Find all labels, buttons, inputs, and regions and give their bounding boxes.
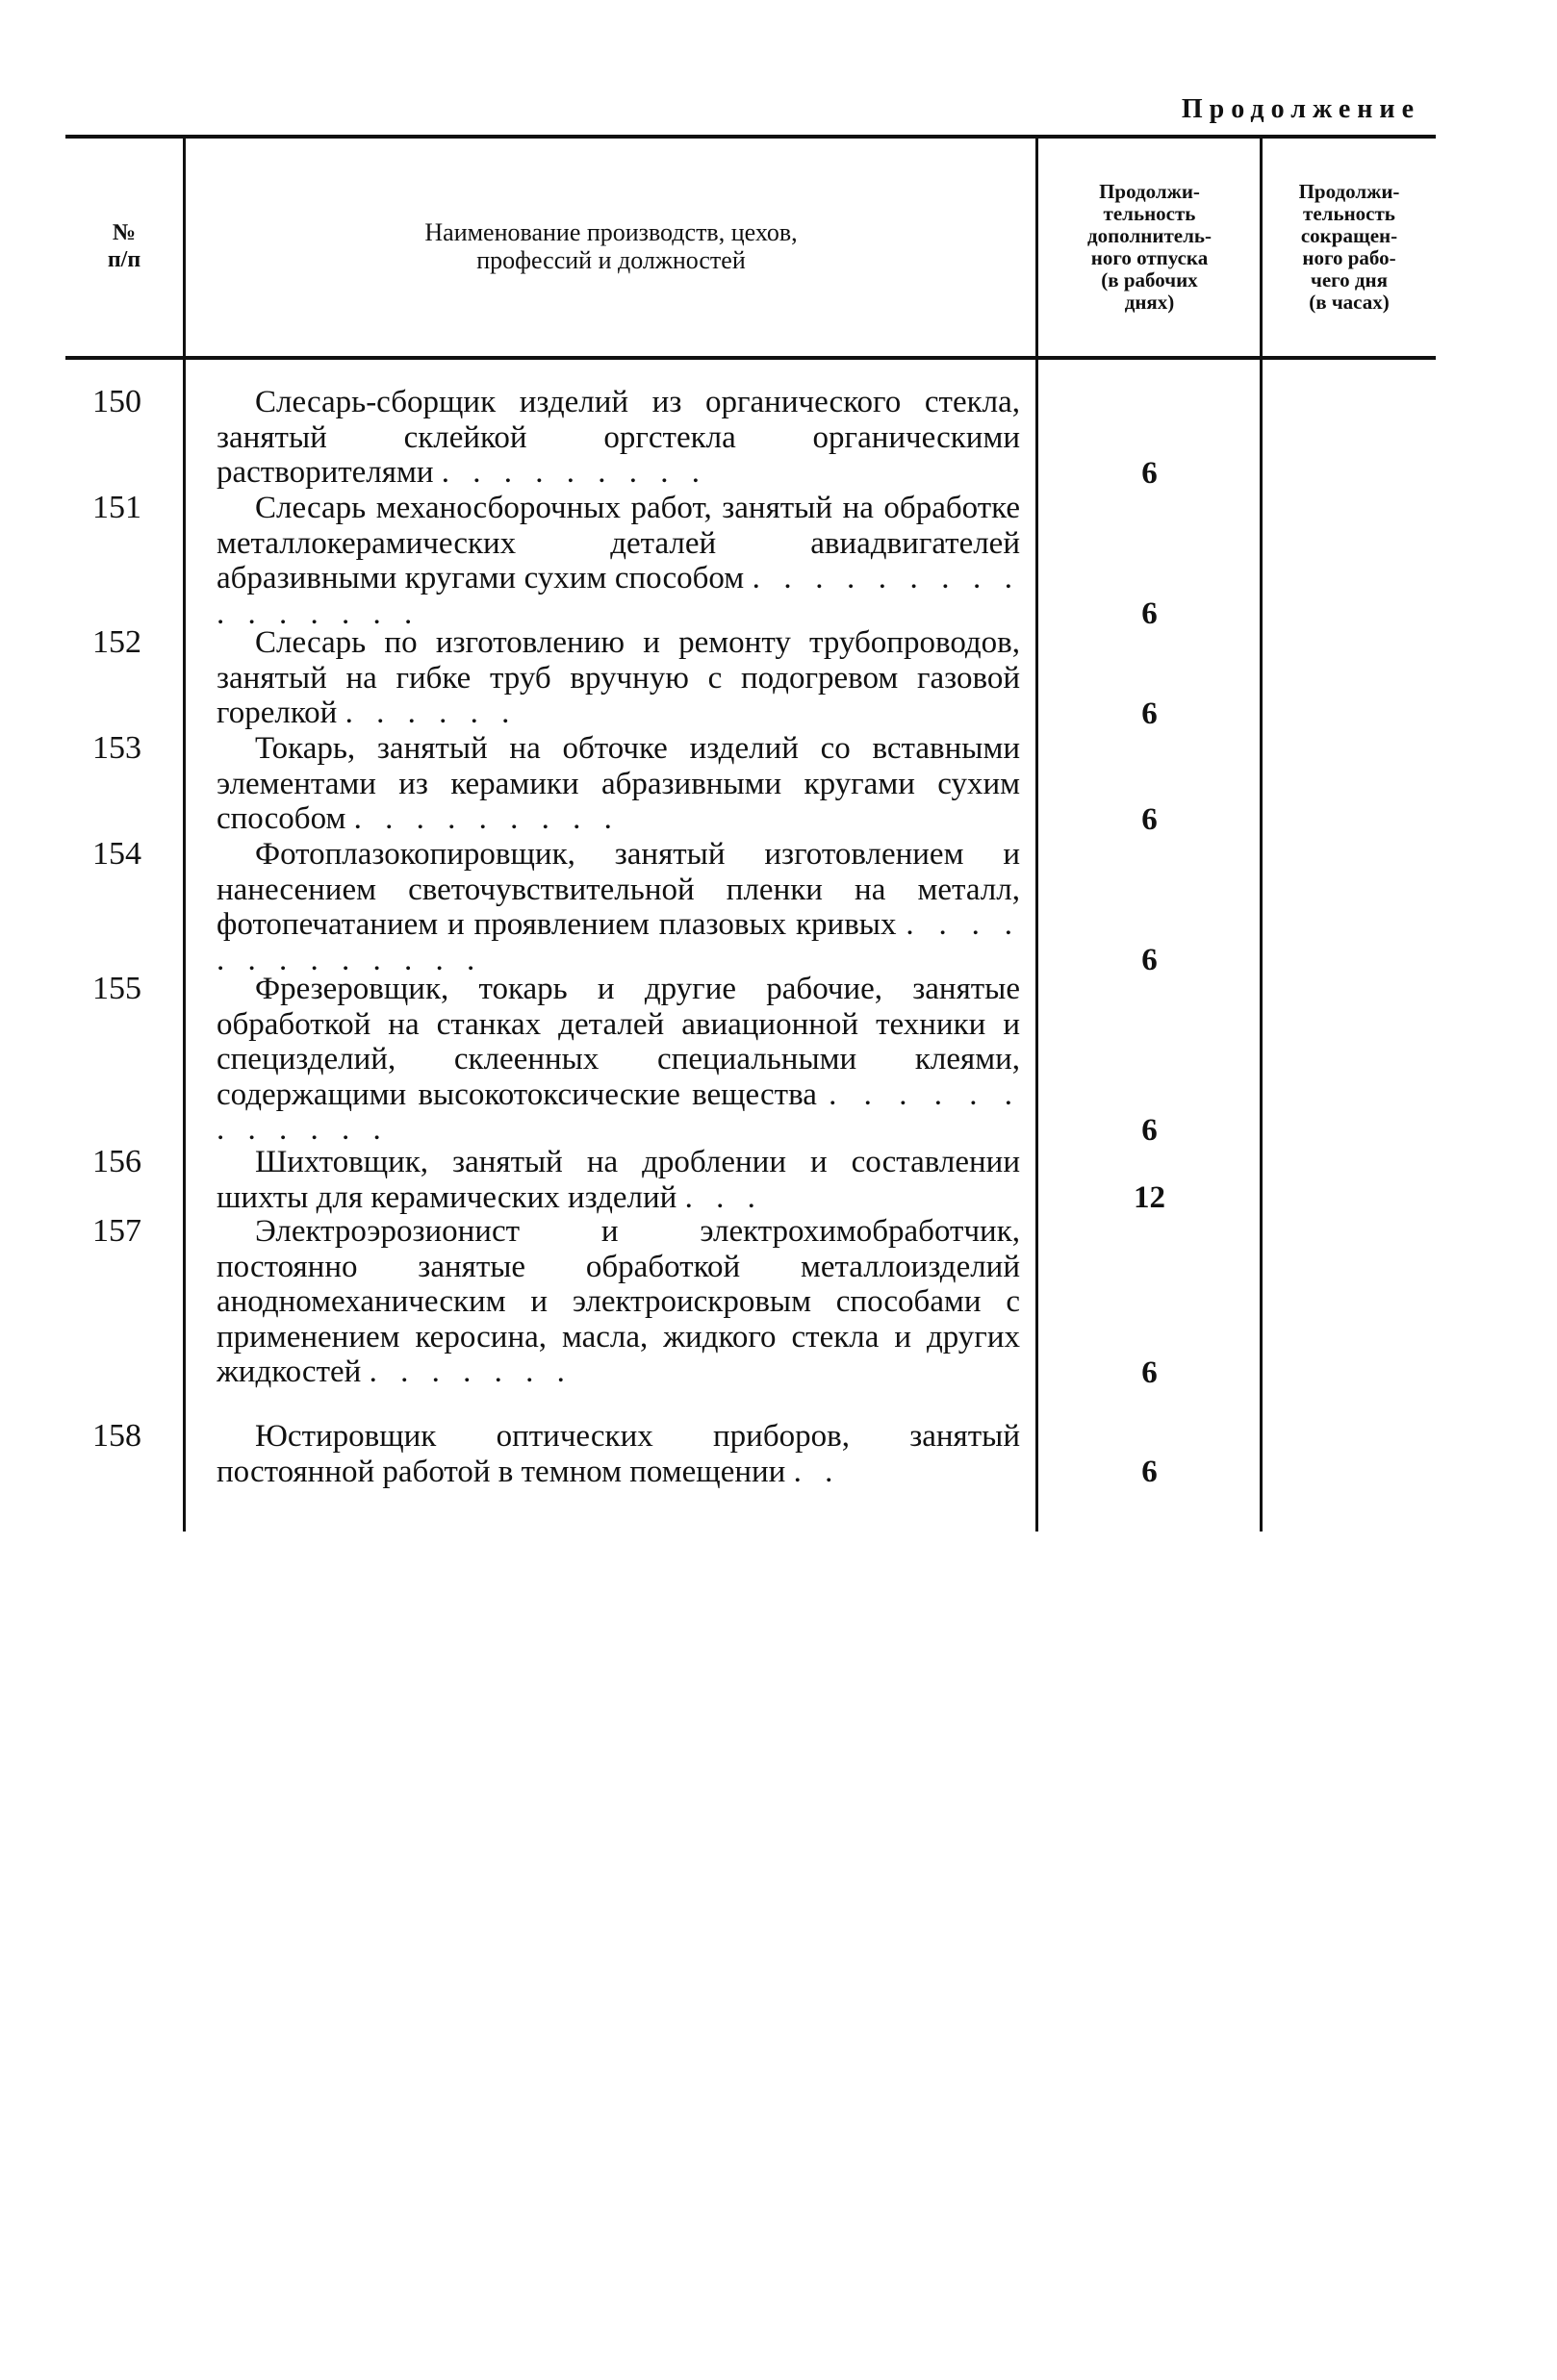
leader-dots: . . . . . . . bbox=[369, 1355, 573, 1389]
row-number: 154 bbox=[92, 836, 141, 872]
table-row bbox=[65, 624, 1158, 731]
row-text: Юстировщик оптических приборов, занятый постоянной работой в темном помещении bbox=[217, 1419, 1020, 1489]
table-row bbox=[65, 1144, 1165, 1215]
row-description bbox=[217, 625, 1020, 731]
row-text: Фотоплазокопировщик, занятый изготовлением и нанесением светочувствительной пленки на металл, фотопечатанием и проявлением плазовых кривых bbox=[217, 837, 1020, 942]
leader-dots: . . bbox=[793, 1454, 841, 1489]
table-row bbox=[65, 971, 1158, 1148]
table-row bbox=[65, 730, 1158, 837]
row-vacation-days: 6 bbox=[1141, 696, 1158, 731]
row-number: 155 bbox=[92, 971, 141, 1006]
row-vacation-days: 6 bbox=[1141, 801, 1158, 837]
table-row bbox=[65, 1418, 1158, 1489]
row-description bbox=[217, 1145, 1020, 1215]
row-number: 150 bbox=[92, 384, 141, 419]
leader-dots: . . . . . . bbox=[345, 696, 518, 730]
row-text: Слесарь-сборщик изделий из органического стекла, занятый склейкой оргстекла органическими растворителями bbox=[217, 385, 1020, 490]
row-number: 158 bbox=[92, 1418, 141, 1454]
row-vacation-days: 6 bbox=[1141, 455, 1158, 491]
header-name-text: Наименование производств, цехов, профессий и должностей bbox=[424, 218, 798, 274]
column-divider-3 bbox=[1260, 139, 1263, 1532]
leader-dots: . . . . . . . . . . . . . bbox=[217, 907, 1020, 977]
row-text: Фрезеровщик, токарь и другие рабочие, занятые обработкой на станках деталей авиационной техники и специзделий, склеенных специальными клеями, содержащими высокотоксические вещества bbox=[217, 972, 1020, 1112]
row-number: 156 bbox=[92, 1144, 141, 1179]
row-description bbox=[217, 1214, 1020, 1390]
leader-dots: . . . bbox=[684, 1179, 763, 1215]
header-vacation-text: Продолжи- тельность дополнитель- ного отпуска (в рабочих днях) bbox=[1087, 179, 1212, 315]
row-vacation-days: 6 bbox=[1141, 1112, 1158, 1148]
row-vacation-days: 6 bbox=[1141, 1455, 1158, 1489]
row-number: 151 bbox=[92, 490, 141, 525]
row-vacation-days: 6 bbox=[1141, 596, 1158, 631]
row-description bbox=[217, 1419, 1020, 1489]
leader-dots: . . . . . . . . . bbox=[441, 455, 707, 490]
row-number: 157 bbox=[92, 1213, 141, 1249]
header-num bbox=[65, 139, 183, 356]
leader-dots: . . . . . . . . . . . . bbox=[217, 1076, 1020, 1147]
row-vacation-days: 12 bbox=[1134, 1180, 1165, 1215]
leader-dots: . . . . . . . . . . . . . . . . bbox=[217, 561, 1020, 631]
header-num-text: № п/п bbox=[107, 220, 141, 272]
column-divider-2 bbox=[1035, 139, 1038, 1532]
header-shortened-day bbox=[1263, 139, 1435, 356]
row-description bbox=[217, 837, 1020, 977]
header-shortened-text: Продолжи- тельность сокращен- ного рабо- чего дня (в часах) bbox=[1298, 179, 1400, 315]
table-row bbox=[65, 836, 1158, 977]
continuation-label: Продолжение bbox=[1181, 94, 1420, 124]
row-text: Слесарь по изготовлению и ремонту трубопроводов, занятый на гибке труб вручную с подогревом газовой горелкой bbox=[217, 625, 1020, 730]
table-row bbox=[65, 384, 1158, 491]
row-text: Токарь, занятый на обточке изделий со вставными элементами из керамики абразивными кругами сухим способом bbox=[217, 731, 1020, 836]
row-number: 152 bbox=[92, 624, 141, 660]
table-row bbox=[65, 1213, 1158, 1390]
row-number: 153 bbox=[92, 730, 141, 766]
header-name bbox=[187, 139, 1035, 356]
row-vacation-days: 6 bbox=[1141, 1355, 1158, 1390]
table-row bbox=[65, 490, 1158, 631]
row-description bbox=[217, 491, 1020, 631]
header-vacation bbox=[1039, 139, 1260, 356]
row-description bbox=[217, 972, 1020, 1148]
row-description bbox=[217, 731, 1020, 837]
row-text: Слесарь механосборочных работ, занятый на обработке металлокерамических деталей авиадвигателей абразивными кругами сухим способом bbox=[217, 491, 1020, 595]
row-description bbox=[217, 385, 1020, 491]
row-text: Электроэрозионист и электрохимобработчик, постоянно занятые обработкой металлоизделий анодномеханическим и электроискровым способами с применением керосина, масла, жидкого стекла и других жидкостей bbox=[217, 1214, 1020, 1389]
leader-dots: . . . . . . . . . bbox=[353, 801, 620, 836]
header-bottom-rule bbox=[65, 356, 1436, 360]
row-vacation-days: 6 bbox=[1141, 943, 1158, 977]
row-text: Шихтовщик, занятый на дроблении и составлении шихты для керамических изделий bbox=[217, 1145, 1020, 1215]
